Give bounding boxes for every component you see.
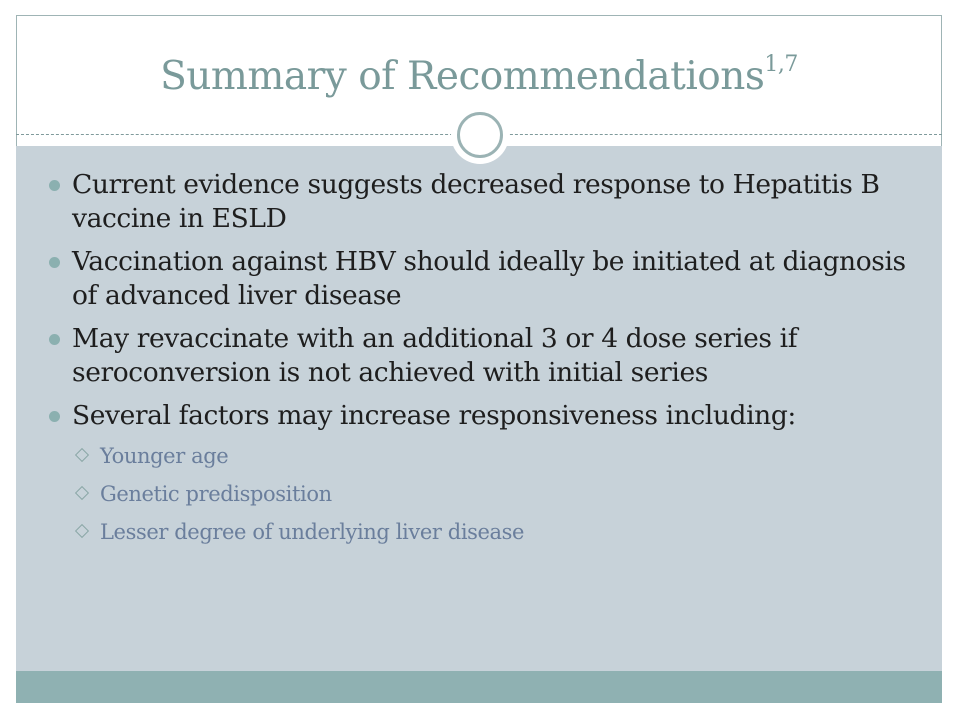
footer-band: [16, 671, 942, 703]
sub-bullet-item: [72, 513, 918, 551]
bullet-dot-icon: [49, 180, 60, 191]
bullet-dot-icon: [49, 257, 60, 268]
diamond-bullet-icon: [75, 524, 89, 538]
bullet-text: Current evidence suggests decreased response to Hepatitis B vaccine in ESLD: [72, 169, 880, 234]
sub-bullet-text: Genetic predisposition: [100, 482, 332, 506]
sub-bullet-text: Younger age: [100, 444, 229, 468]
sub-bullet-item: [72, 475, 918, 513]
bullet-item: [48, 322, 918, 390]
title-superscript: 1,7: [764, 52, 798, 77]
sub-bullet-text: Lesser degree of underlying liver disease: [100, 520, 525, 544]
sub-bullet-list: [72, 437, 918, 551]
diamond-bullet-icon: [75, 448, 89, 462]
bullet-item: [48, 399, 918, 551]
bullet-dot-icon: [49, 334, 60, 345]
slide-title-text: Summary of Recommendations: [160, 54, 765, 99]
circle-ornament-icon: [451, 106, 509, 164]
bullet-text: Several factors may increase responsiveness including:: [72, 400, 796, 431]
bullet-list: [48, 168, 918, 560]
circle-ornament-inner: [457, 112, 503, 158]
bullet-dot-icon: [49, 411, 60, 422]
bullet-item: [48, 168, 918, 236]
slide-title: [16, 15, 942, 99]
bullet-text: May revaccinate with an additional 3 or 4 dose series if seroconversion is not achieved with initial series: [72, 323, 798, 388]
diamond-bullet-icon: [75, 486, 89, 500]
bullet-text: Vaccination against HBV should ideally be initiated at diagnosis of advanced liver disease: [72, 246, 906, 311]
sub-bullet-item: [72, 437, 918, 475]
bullet-item: [48, 245, 918, 313]
